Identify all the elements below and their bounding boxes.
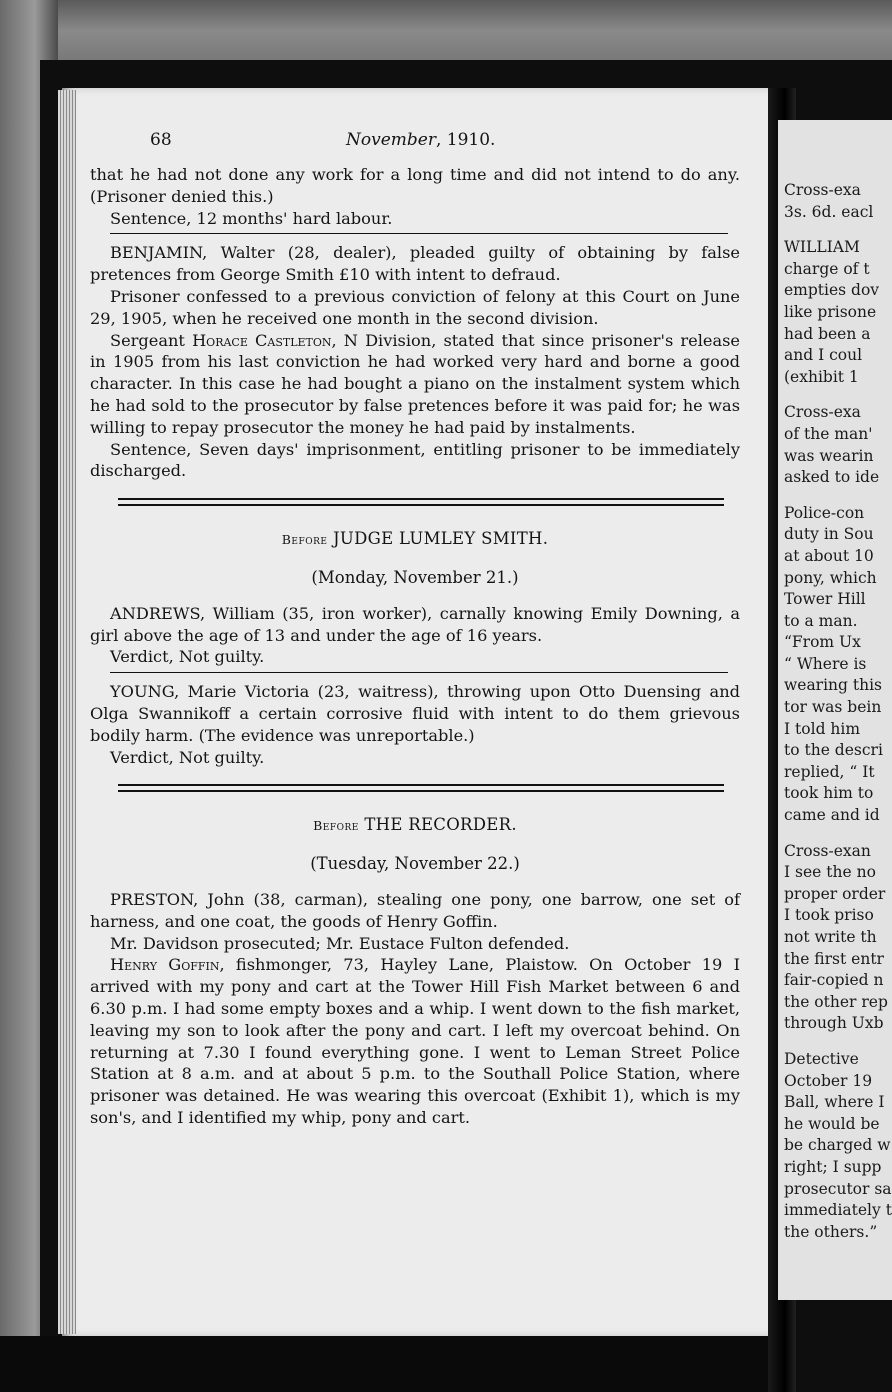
page-stack-edges — [58, 90, 76, 1334]
right-page-line: fair-copied n — [784, 971, 884, 990]
goffin-testimony — [90, 954, 740, 1128]
right-page — [778, 120, 892, 1300]
preston-counsel: Mr. Davidson prosecuted; Mr. Eustace Fulton defended. — [110, 933, 570, 953]
right-page-line: 3s. 6d. eacl — [784, 202, 874, 221]
right-page-line: to a man. — [784, 611, 858, 630]
right-page-line: the first entr — [784, 949, 884, 968]
scan-bottom-edge — [0, 1336, 768, 1392]
benjamin-conviction: Prisoner confessed to a previous conviction of felony at this Court on June 29, 1905, when he received one month in the second division. — [90, 286, 740, 328]
young-charge: YOUNG, Marie Victoria (23, waitress), throwing upon Otto Duensing and Olga Swannikoff a certain corrosive fluid with intent to do them grievous bodily harm. (The evidence was unreportable.) — [90, 682, 740, 745]
continuation-paragraph: that he had not done any work for a long time and did not intend to do any. (Prisoner denied this.) — [90, 165, 740, 206]
right-page-line: Cross-exa — [784, 403, 861, 422]
right-page-line: empties dov — [784, 281, 880, 300]
right-page-line: be charged w — [784, 1136, 891, 1155]
right-page-line: (exhibit 1 — [784, 367, 859, 386]
right-page-line: duty in Sou — [784, 525, 874, 544]
andrews-charge: ANDREWS, William (35, iron worker), carnally knowing Emily Downing, a girl above the age of 13 and under the age of 16 years. — [90, 603, 740, 645]
young-verdict: Verdict, Not guilty. — [110, 747, 265, 767]
benjamin-evidence — [90, 330, 740, 439]
right-page-line: the others.” — [784, 1222, 878, 1241]
right-page-gap — [784, 388, 892, 402]
judge-name: THE RECORDER. — [364, 815, 517, 835]
right-page-line: he would be — [784, 1114, 880, 1133]
andrews-verdict: Verdict, Not guilty. — [110, 647, 265, 667]
right-page-line: came and id — [784, 806, 880, 825]
right-page-line: right; I supp — [784, 1157, 882, 1176]
before-label: Before — [281, 532, 328, 548]
right-page-line: of the man' — [784, 424, 873, 443]
right-page-line: “From Ux — [784, 633, 861, 652]
right-page-line: Cross-exan — [784, 841, 871, 860]
right-page-line: WILLIAM — [784, 238, 860, 257]
right-page-line: October 19 — [784, 1071, 873, 1090]
right-page-line: took him to — [784, 784, 874, 803]
right-page-line: tor was bein — [784, 698, 882, 717]
right-page-line: not write th — [784, 928, 877, 946]
before-label: Before — [313, 818, 359, 834]
page-number: 68 — [150, 130, 172, 150]
continuation-sentence: Sentence, 12 months' hard labour. — [110, 208, 393, 228]
right-page-line: was wearin — [784, 446, 874, 465]
session-date: (Tuesday, November 22.) — [310, 854, 520, 874]
right-page-line: replied, “ It — [784, 762, 875, 781]
running-head-date — [346, 130, 495, 152]
right-page-fragments — [784, 180, 892, 1243]
right-page-line: the other rep — [784, 992, 888, 1011]
right-page-line: immediately t — [784, 1201, 892, 1220]
benjamin-sentence: Sentence, Seven days' imprisonment, entitling prisoner to be immediately discharged. — [90, 439, 740, 481]
right-page-line: proper order — [784, 884, 886, 903]
right-page-line: Cross-exa — [784, 181, 861, 199]
right-page-line: had been a — [784, 324, 871, 343]
case-divider — [110, 233, 728, 234]
right-page-gap — [784, 1035, 892, 1049]
right-page-gap — [784, 223, 892, 237]
benjamin-evidence-body: , N Division, stated that since prisoner's release in 1905 from his last conviction he had worked very hard and borne a good character. In this case he had bought a piano on the instalment system which he had sold to the prosecutor by false pretences before it was paid for; he was willing to repay prosecutor the money he had paid by instalments. — [90, 330, 740, 437]
right-page-line: I took priso — [784, 906, 874, 925]
section-divider — [118, 498, 724, 506]
right-page-line: Tower Hill — [784, 590, 866, 609]
preston-charge: PRESTON, John (38, carman), stealing one pony, one barrow, one set of harness, and one coat, the goods of Henry Goffin. — [90, 889, 740, 931]
session-date: (Monday, November 21.) — [311, 567, 519, 587]
section-divider — [118, 784, 724, 792]
right-page-line: pony, which — [784, 568, 877, 587]
right-page-line: wearing this — [784, 676, 883, 695]
right-page-line: Ball, where I — [784, 1093, 885, 1112]
right-page-line: through Uxb — [784, 1014, 884, 1033]
goffin-testimony-body: , fishmonger, 73, Hayley Lane, Plaistow. On October 19 I arrived with my pony and cart at the Tower Hill Fish Market between 6 and 6.30 p.m. I had some empty boxes and a whip. I went down to the fish market, leaving my son to look after the pony and cart. I left my overcoat behind. On returning at 7.30 I found everything gone. I went to Leman Street Police Station at 8 a.m. and at about 5 p.m. to the Southall Police Station, where prisoner was detained. He was wearing this overcoat (Exhibit 1), which is my son's, and I identified my whip, pony and cart. — [90, 955, 740, 1127]
right-page-line: charge of t — [784, 259, 870, 278]
judge-heading-lumley — [90, 528, 740, 551]
witness-name-goffin: Henry Goffin — [110, 955, 220, 975]
judge-heading-recorder — [90, 814, 740, 837]
case-divider — [110, 672, 728, 673]
right-page-gap — [784, 489, 892, 503]
benjamin-evidence-lead: Sergeant — [110, 330, 193, 350]
witness-name-castleton: Horace Castleton — [192, 330, 332, 350]
right-page-line: prosecutor sa — [784, 1179, 892, 1198]
right-page-line: “ Where is — [784, 654, 867, 673]
running-head — [90, 130, 740, 164]
left-page-text — [90, 130, 740, 1129]
right-page-line: at about 10 — [784, 546, 874, 565]
right-page-line: asked to ide — [784, 468, 880, 487]
right-page-line: like prisone — [784, 302, 877, 321]
right-page-line: I see the no — [784, 863, 876, 882]
right-page-gap — [784, 827, 892, 841]
judge-name: JUDGE LUMLEY SMITH. — [333, 529, 549, 549]
right-page-line: and I coul — [784, 346, 863, 365]
right-page-line: Detective — [784, 1049, 859, 1068]
benjamin-charge: BENJAMIN, Walter (28, dealer), pleaded guilty of obtaining by false pretences from George Smith £10 with intent to defraud. — [90, 243, 740, 285]
right-page-line: I told him — [784, 719, 861, 738]
running-head-month: November — [346, 130, 436, 150]
right-page-line: to the descri — [784, 741, 883, 760]
running-head-year: , 1910. — [435, 130, 496, 150]
right-page-line: Police-con — [784, 503, 865, 522]
